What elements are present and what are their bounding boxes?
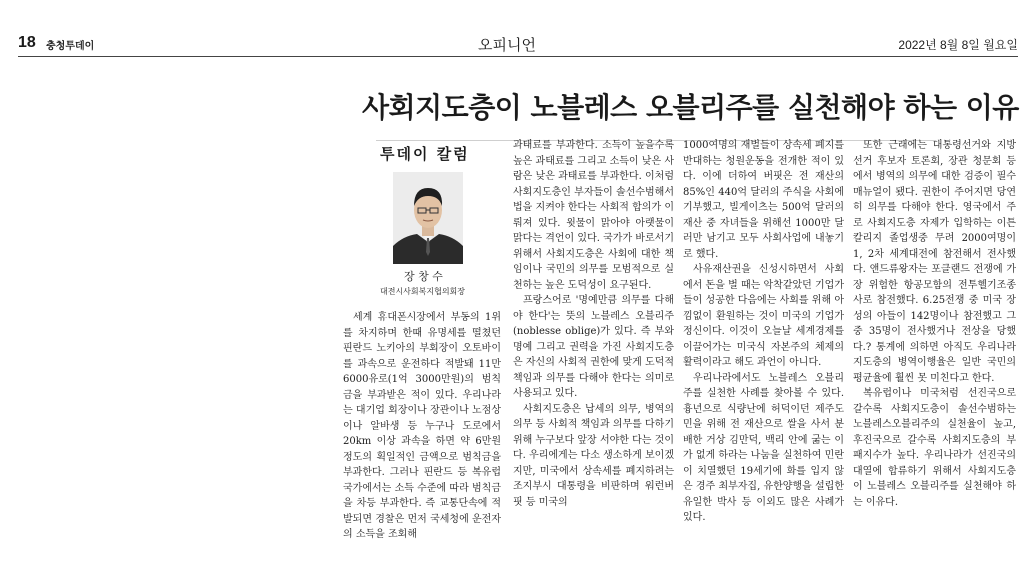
article-headline: 사회지도층이 노블레스 오블리주를 실천해야 하는 이유 <box>362 91 1019 124</box>
article-column-2 <box>513 138 674 510</box>
header-rule <box>18 56 1018 57</box>
author-portrait-icon <box>393 172 463 264</box>
page-number: 18 <box>18 34 36 51</box>
author-name: 장 창 수 <box>404 270 443 283</box>
paragraph: 우리나라에서도 노블레스 오블리주를 실천한 사례를 찾아볼 수 있다. 흉년으로 식량난에 허덕이던 제주도민을 위해 전 재산으로 쌀을 사서 분배한 거상 김만덕, 백리 안에 굶는 이가 없게 하라는 나눔을 실천하여 민란이 치열했던 19세기에 화를 입지 않은 경주 최부자집, 유한양행을 설립한 유일한 박사 등 이외도 많은 사례가 있다. <box>683 372 844 523</box>
paragraph: 복유럽이나 미국처럼 선진국으로 갈수록 사회지도층이 솔선수범하는 노블레스오블리주의 실천율이 높고, 후진국으로 갈수록 사회지도층의 부패지수가 높다. 우리나라가 선진국의 대열에 합류하기 위해서 사회지도층이 노블레스 오블리주를 실천해야 하는 이유다. <box>853 388 1016 508</box>
paragraph: 프랑스어로 '명예만큼 의무를 다해야 한다'는 뜻의 노블레스 오블리주(noblesse oblige)가 있다. 즉 부와 명예 그리고 권력을 가진 사회지도층은 자신의 사회적 권한에 맞게 도덕적 책임과 의무를 다해야 한다는 의미로 사용되고 있다. <box>513 295 674 399</box>
section-label: 오피니언 <box>478 37 536 54</box>
paragraph: 사회지도층은 납세의 의무, 병역의 의무 등 사회적 책임과 의무를 다하기 위해 누구보다 앞장 서야한 다는 것이다. 우리에게는 다소 생소하게 보이겠지만, 미국에서 상속세를 폐지하려는 조지부시 대통령을 비판하며 워런버핏 등 미국의 <box>513 403 674 508</box>
paragraph: 또한 근래에는 대통령선거와 지방선거 후보자 토론회, 장관 청문회 등에서 병역의 의무에 대한 검증이 필수 매뉴얼이 됐다. 권한이 주어지면 당연히 의무를 다해야 한다. 영국에서 주로 사회지도층 자제가 입학하는 이튼 칼리지 졸업생중 무려 2000여명이 1, 2차 세계대전에 참전해서 전사했다. 앤드류왕자는 포클랜드 전쟁에 가장 위험한 항공모함의 전투헬기조종사로 참전했다. 6.25전쟁 중 미국 장성의 아들이 142명이나 참전했고 그중 35명이 전사했거나 전상을 당했다.? 통계에 의하면 아직도 우리나라 지도층의 병역이행율은 일반 국민의 평균율에 훨씬 못 미친다고 한다. <box>853 140 1016 384</box>
issue-date: 2022년 8월 8일 월요일 <box>898 38 1018 52</box>
article-column-3 <box>683 138 844 526</box>
author-title: 대전시사회복지협의회장 <box>380 287 466 296</box>
column-name: 투데이 칼럼 <box>380 145 470 163</box>
author-photo <box>393 172 463 264</box>
paragraph: 세계 휴대폰시장에서 부동의 1위를 차지하며 한때 유명세를 떨쳤던 핀란드 노키아의 부회장이 오토바이를 과속으로 운전하다 적발돼 11만 6000유로(1억 3000만원)의 범칙금을 부과받은 적이 있다. 우리나라는 대기업 회장이나 장관이나 노점상이나 알바생 등 누구나 도로에서 20km 이상 과속을 하면 약 6만원 정도의 획일적인 금액으로 범칙금을 부과한다. 그러나 핀란드 등 복유럽국가에서는 소득 수준에 따라 범칙금을 차등 부과한다. 즉 교통단속에 적발되면 경찰은 먼저 국세청에 운전자의 소득을 조회해 <box>343 312 501 540</box>
page-header <box>18 34 1018 54</box>
article-column-1 <box>343 310 501 543</box>
newspaper-name: 충청투데이 <box>46 41 95 52</box>
paragraph: 사유재산권을 신성시하면서 사회에서 돈을 벌 때는 악착같았던 기업가들이 성공한 다음에는 사회를 위해 아낌없이 환원하는 것이 미국의 기업가 정신이다. 이것이 오늘날 세계경제를 이끌어가는 미국식 자본주의 체제의 활력이라고 해도 과언이 아니다. <box>683 264 844 368</box>
paragraph: 1000여명의 재벌들이 상속세 폐지를 반대하는 청원운동을 전개한 적이 있다. 이에 더하여 버핏은 전 재산의 85%인 440억 달러의 주식을 사회에 기부했고, 빌게이츠는 500억 달러의 재산 중 자녀들을 위해선 1000만 달러만 남기고 모두 사회사업에 내놓기로 했다. <box>683 140 844 260</box>
article-column-4 <box>853 138 1016 510</box>
paragraph: 과태료를 부과한다. 소득이 높을수록 높은 과태료를 그리고 소득이 낮은 사람은 낮은 과태료를 부과한다. 이처럼 사회지도층인 부자들이 솔선수범해서 법을 지켜야 한다는 사회적 합의가 이뤄져 있다. 윗물이 맑아야 아랫물이 맑다는 격언이 있다. 국가가 바로서기 위해서 사회지도층은 사회에 대한 책임이나 국민의 의무를 모범적으로 실천하는 높은 도덕성이 요구된다. <box>513 140 674 291</box>
